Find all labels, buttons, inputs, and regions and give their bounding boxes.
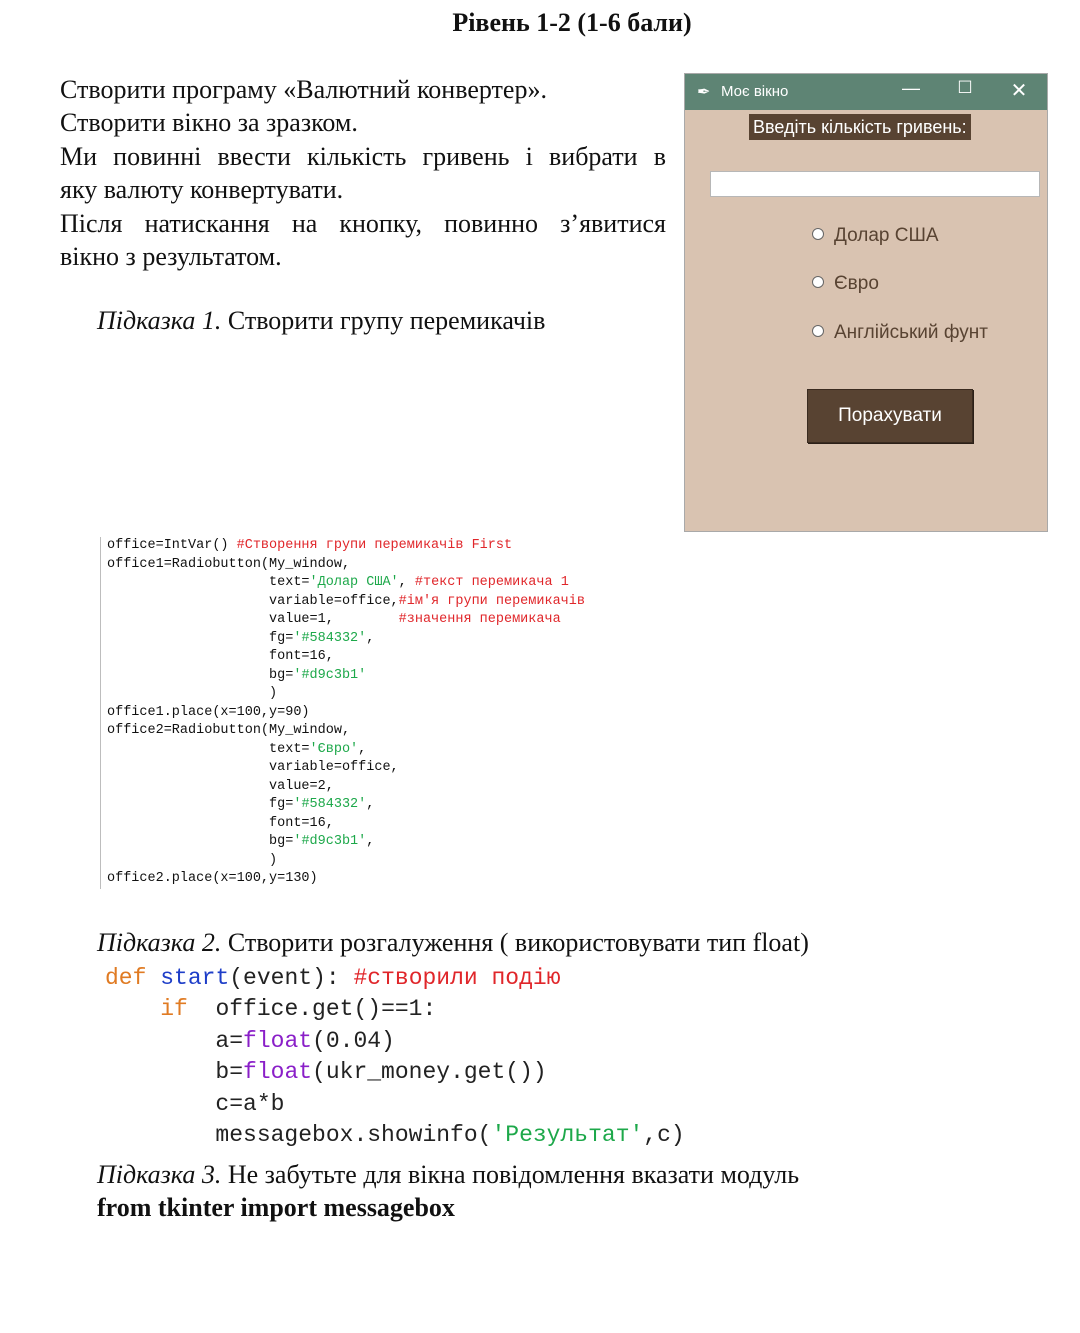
code-line (107, 594, 585, 609)
radio-gbp[interactable] (812, 322, 988, 344)
intro-line-6: вікно з результатом. (60, 242, 282, 272)
hint-1-label: Підказка 1. (97, 306, 222, 335)
code-text: bg= (107, 834, 294, 849)
code-text: messagebox.showinfo( (215, 1122, 492, 1149)
code-line: font=16, (107, 815, 334, 831)
code-text: fg= (107, 797, 294, 812)
code-comment: #значення перемикача (398, 612, 561, 627)
code-comment: #створили подію (353, 965, 561, 991)
code-comment: #Створення групи перемикачів First (236, 538, 513, 553)
code-text: , (358, 741, 367, 757)
hint-1-text: Створити групу перемикачів (227, 306, 546, 335)
minimize-button[interactable]: — (902, 78, 920, 98)
code-line: c=a*b (215, 1090, 285, 1117)
code-line: variable=office, (107, 760, 399, 775)
code-string: '#584332' (293, 630, 367, 646)
code-text: b= (215, 1059, 244, 1086)
code-comment: #ім'я групи перемикачів (398, 593, 585, 609)
code-string: '#d9c3b1' (293, 834, 367, 849)
code-snippet-radiobuttons (100, 537, 585, 889)
code-string: '#d9c3b1' (293, 667, 367, 683)
hint-3-label: Підказка 3. (97, 1160, 222, 1189)
hint-2-text: Створити розгалуження ( використовувати тип float) (227, 928, 809, 957)
code-text: text= (107, 575, 310, 590)
amount-prompt-label: Введіть кількість гривень: (749, 114, 971, 140)
code-line: font=16, (107, 649, 334, 664)
code-comment: #текст перемикача 1 (414, 575, 569, 590)
code-line (215, 1028, 394, 1054)
window-title: Моє вікно (721, 83, 789, 100)
import-statement: from tkinter import messagebox (97, 1193, 455, 1222)
radio-eur[interactable] (812, 273, 879, 295)
code-line (107, 538, 512, 553)
code-line: office1=Radiobutton(My_window, (107, 556, 351, 572)
radio-icon (812, 228, 824, 240)
task-description (60, 73, 666, 273)
window-titlebar (685, 74, 1047, 110)
code-line: office2.place(x=100,y=130) (107, 871, 318, 886)
calculate-button[interactable]: Порахувати (807, 389, 973, 443)
code-line (107, 742, 366, 757)
code-text: (event): (229, 965, 354, 991)
hint-3-text: Не забутьте для вікна повідомлення вказати модуль (227, 1160, 800, 1189)
code-text: , (366, 630, 375, 646)
code-line: value=2, (107, 778, 334, 794)
code-line: office1.place(x=100,y=90) (107, 704, 310, 720)
code-text: variable=office, (107, 593, 399, 609)
intro-line-1: Створити програму «Валютний конвертер». (60, 75, 547, 104)
code-text: (ukr_money.get()) (312, 1059, 547, 1086)
radio-usd-label: Долар США (834, 225, 939, 246)
hint-1 (97, 306, 545, 336)
code-text: fg= (107, 630, 294, 646)
code-text: office.get()==1: (215, 996, 437, 1023)
radio-icon (812, 325, 824, 337)
feather-icon: ✒ (697, 84, 711, 101)
code-text: value=1, (107, 612, 399, 627)
intro-line-5: Після натискання на кнопку, повинно з’явитися (60, 208, 666, 238)
code-text: bg= (107, 667, 294, 683)
code-text: , (366, 834, 375, 849)
code-text: a= (215, 1027, 244, 1054)
code-keyword: def (105, 965, 147, 991)
hint-2 (97, 928, 809, 958)
maximize-button[interactable]: ☐ (957, 78, 973, 97)
code-line (215, 1122, 684, 1148)
code-text: text= (107, 741, 310, 757)
page-title: Рівень 1-2 (1-6 бали) (452, 8, 692, 37)
code-line (107, 612, 561, 627)
code-line: ) (107, 686, 278, 701)
code-builtin: float (243, 1027, 313, 1054)
code-text: , (366, 797, 375, 812)
code-builtin: float (243, 1059, 313, 1086)
code-line (107, 575, 569, 590)
code-text: office=IntVar() (107, 538, 237, 553)
intro-line-2: Створити вікно за зразком. (60, 108, 358, 138)
code-text: ,c) (643, 1122, 685, 1149)
code-line (107, 797, 374, 812)
code-text: , (398, 575, 415, 590)
code-line (107, 834, 374, 849)
code-line (160, 996, 436, 1022)
hint-3 (97, 1160, 799, 1190)
intro-line-4: яку валюту конвертувати. (60, 175, 344, 205)
code-string: 'Долар США' (309, 575, 399, 590)
radio-eur-label: Євро (834, 273, 879, 294)
code-line (107, 631, 374, 646)
code-line (105, 965, 561, 991)
amount-input[interactable] (710, 171, 1040, 197)
code-keyword: if (160, 996, 188, 1023)
code-line (107, 668, 366, 683)
radio-usd[interactable] (812, 225, 939, 247)
sample-window (684, 73, 1048, 532)
code-snippet-branching (105, 963, 685, 1151)
radio-icon (812, 276, 824, 288)
code-string: 'Євро' (309, 741, 359, 757)
code-function-name: start (160, 965, 230, 991)
code-string: 'Результат' (491, 1122, 644, 1149)
code-line: ) (107, 852, 278, 868)
code-string: '#584332' (293, 797, 367, 812)
hint-2-label: Підказка 2. (97, 928, 222, 957)
code-line (215, 1059, 546, 1085)
close-button[interactable]: ✕ (1010, 80, 1028, 102)
code-text: (0.04) (312, 1027, 395, 1054)
code-line: office2=Radiobutton(My_window, (107, 723, 351, 738)
intro-line-3: Ми повинні ввести кількість гривень і вибрати в (60, 141, 666, 171)
radio-gbp-label: Англійський фунт (834, 322, 988, 343)
